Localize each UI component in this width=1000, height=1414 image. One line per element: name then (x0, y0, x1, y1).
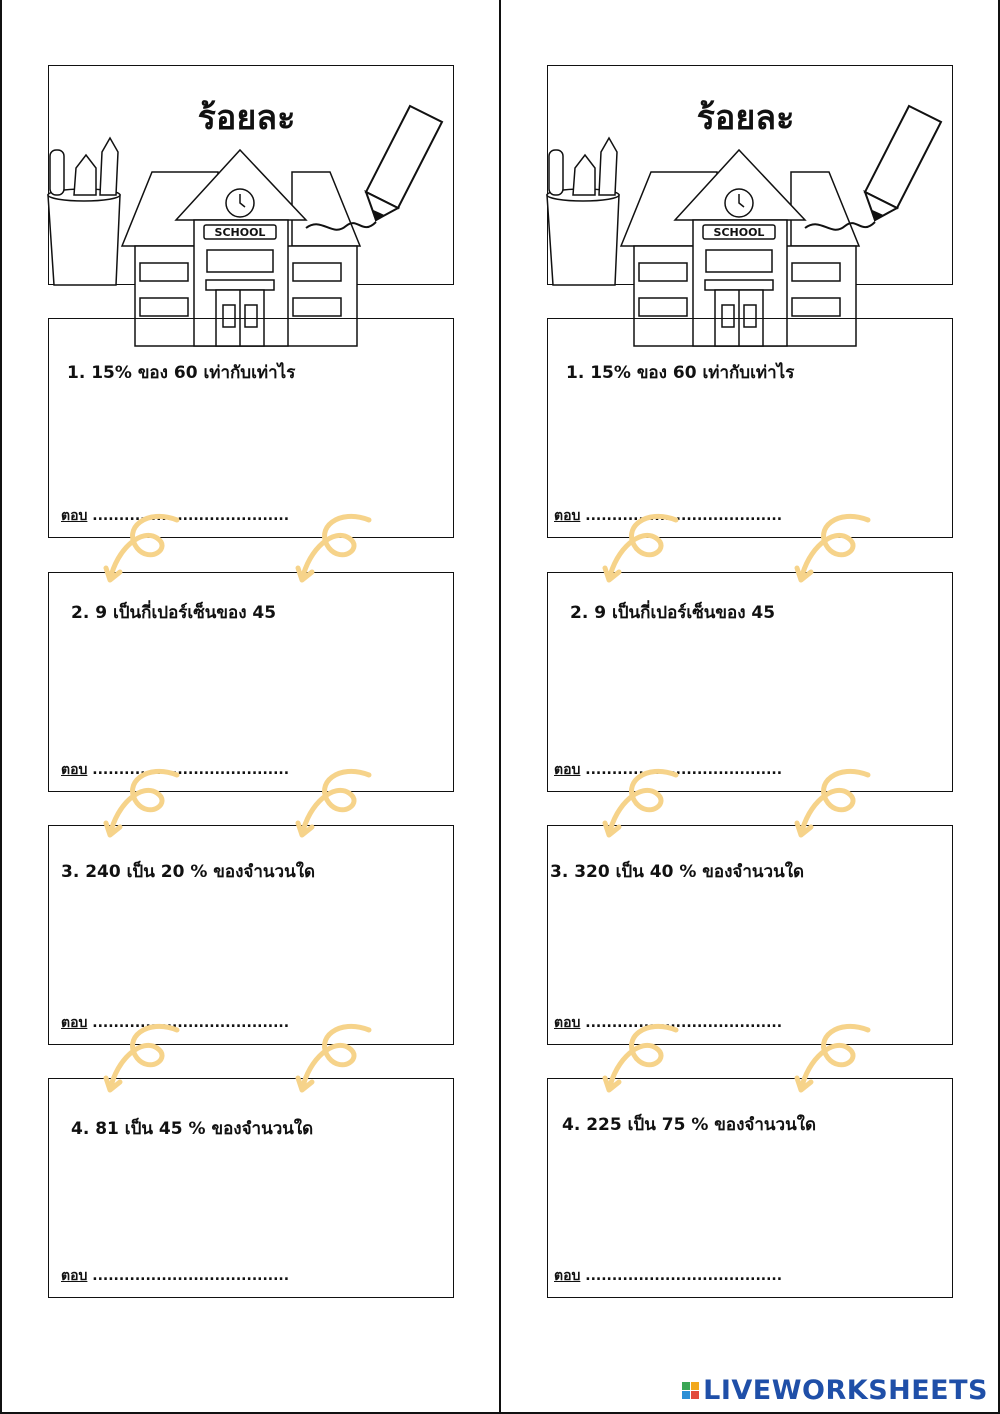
swirl-arrow-icon (102, 510, 192, 590)
answer-dots: ..................................... (92, 508, 290, 524)
answer-dots: ..................................... (585, 1015, 783, 1031)
question-text: 4. 81 เป็น 45 % ของจำนวนใด (71, 1119, 314, 1139)
answer-dots: ..................................... (585, 1268, 783, 1284)
logo-text: LIVEWORKSHEETS (703, 1375, 988, 1406)
answer-label: ตอบ (554, 762, 581, 778)
question-box-4 (48, 1078, 454, 1298)
school-building-icon (621, 150, 859, 346)
swirl-arrow-icon (601, 1020, 691, 1100)
answer-label: ตอบ (554, 1268, 581, 1284)
answer-dots: ..................................... (92, 1015, 290, 1031)
question-box-2 (48, 572, 454, 792)
school-building-icon (122, 150, 360, 346)
question-box-4 (547, 1078, 953, 1298)
question-text: 3. 320 เป็น 40 % ของจำนวนใด (550, 862, 805, 882)
answer-label: ตอบ (554, 508, 581, 524)
swirl-arrow-icon (793, 765, 883, 845)
answer-line[interactable] (554, 1265, 782, 1287)
question-text: 2. 9 เป็นกี่เปอร์เซ็นของ 45 (71, 603, 277, 623)
liveworksheets-mark-icon (682, 1382, 699, 1399)
question-box-3 (547, 825, 953, 1045)
answer-label: ตอบ (61, 508, 88, 524)
answer-dots: ..................................... (92, 1268, 290, 1284)
answer-label: ตอบ (61, 1268, 88, 1284)
question-text: 1. 15% ของ 60 เท่ากับเท่าไร (566, 363, 795, 383)
question-box-2 (547, 572, 953, 792)
answer-label: ตอบ (61, 762, 88, 778)
swirl-arrow-icon (601, 510, 691, 590)
swirl-arrow-icon (294, 510, 384, 590)
question-box-1 (48, 318, 454, 538)
swirl-arrow-icon (601, 765, 691, 845)
worksheet-right (500, 0, 1000, 1414)
swirl-arrow-icon (793, 510, 883, 590)
answer-dots: ..................................... (585, 508, 783, 524)
question-box-1 (547, 318, 953, 538)
page-title: ร้อยละ (696, 98, 795, 138)
swirl-arrow-icon (793, 1020, 883, 1100)
swirl-arrow-icon (102, 1020, 192, 1100)
question-text: 4. 225 เป็น 75 % ของจำนวนใด (562, 1115, 817, 1135)
answer-label: ตอบ (61, 1015, 88, 1031)
question-box-3 (48, 825, 454, 1045)
answer-label: ตอบ (554, 1015, 581, 1031)
swirl-arrow-icon (294, 1020, 384, 1100)
answer-dots: ..................................... (92, 762, 290, 778)
school-sign: SCHOOL (713, 226, 765, 239)
answer-line[interactable] (61, 1265, 289, 1287)
question-text: 3. 240 เป็น 20 % ของจำนวนใด (61, 862, 316, 882)
pencil-cup-icon (547, 138, 619, 285)
liveworksheets-logo[interactable] (682, 1375, 988, 1406)
school-sign: SCHOOL (214, 226, 266, 239)
question-text: 1. 15% ของ 60 เท่ากับเท่าไร (67, 363, 296, 383)
question-text: 2. 9 เป็นกี่เปอร์เซ็นของ 45 (570, 603, 776, 623)
pencil-cup-icon (48, 138, 120, 285)
swirl-arrow-icon (294, 765, 384, 845)
page-title: ร้อยละ (197, 98, 296, 138)
swirl-arrow-icon (102, 765, 192, 845)
answer-dots: ..................................... (585, 762, 783, 778)
